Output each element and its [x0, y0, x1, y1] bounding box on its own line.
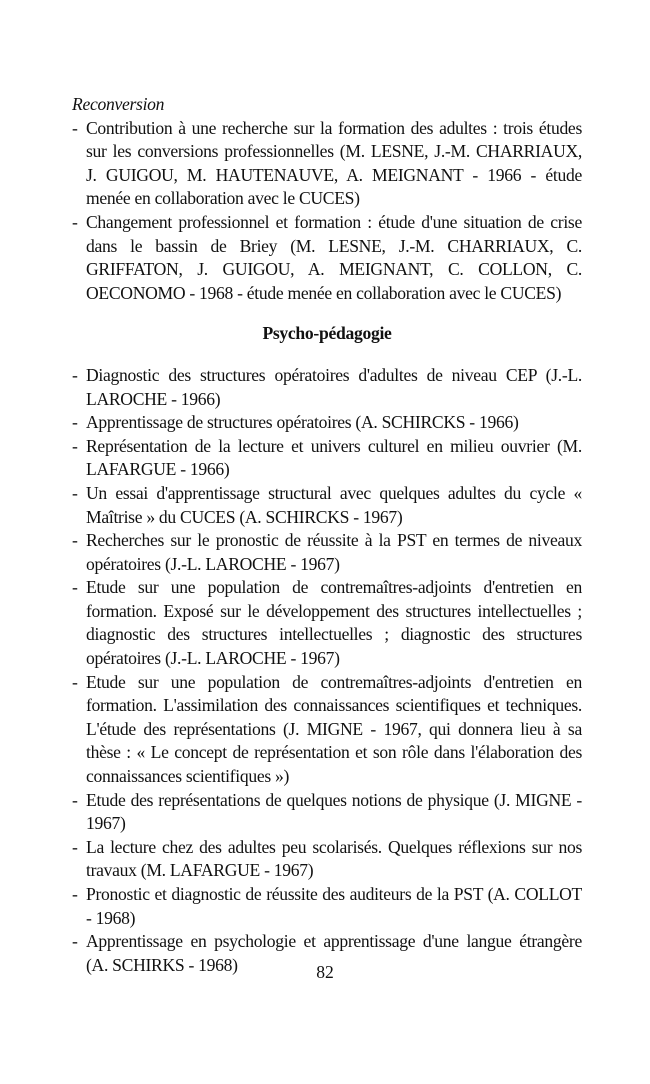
page-number: 82 — [316, 962, 334, 982]
list-item: - Recherches sur le pronostic de réussite à la PST en termes de niveaux opératoires (J.-L. LAROCHE - 1967) — [72, 529, 582, 576]
list-item: - Apprentissage en psychologie et apprentissage d'une langue étrangère (A. SCHIRKS - 1968) — [72, 930, 582, 977]
psycho-pedagogie-list — [72, 364, 582, 977]
list-item: - Apprentissage de structures opératoires (A. SCHIRCKS - 1966) — [72, 411, 582, 435]
reconversion-list — [72, 117, 582, 306]
list-item: - Contribution à une recherche sur la formation des adultes : trois études sur les conversions professionnelles (M. LESNE, J.-M. CHARRIAUX, J. GUIGOU, M. HAUTENAUVE, A. MEIGNANT - 1966 - étude menée en collaboration avec le CUCES) — [72, 117, 582, 211]
list-item: - Etude sur une population de contremaîtres-adjoints d'entretien en formation. Exposé sur le développement des structures intellectuelles ; diagnostic des structures intellectuelles ; diagnostic des structures opératoires (J.-L. LAROCHE - 1967) — [72, 576, 582, 670]
section-title-psycho-pedagogie: Psycho-pédagogie — [262, 323, 392, 344]
list-item: - Représentation de la lecture et univers culturel en milieu ouvrier (M. LAFARGUE - 1966) — [72, 435, 582, 482]
page-content — [72, 93, 582, 977]
list-item: - Un essai d'apprentissage structural avec quelques adultes du cycle « Maîtrise » du CUCES (A. SCHIRCKS - 1967) — [72, 482, 582, 529]
list-item: - Etude des représentations de quelques notions de physique (J. MIGNE - 1967) — [72, 789, 582, 836]
list-item: - Pronostic et diagnostic de réussite des auditeurs de la PST (A. COLLOT - 1968) — [72, 883, 582, 930]
list-item: - Diagnostic des structures opératoires d'adultes de niveau CEP (J.-L. LAROCHE - 1966) — [72, 364, 582, 411]
list-item: - La lecture chez des adultes peu scolarisés. Quelques réflexions sur nos travaux (M. LAFARGUE - 1967) — [72, 836, 582, 883]
list-item: - Changement professionnel et formation : étude d'une situation de crise dans le bassin de Briey (M. LESNE, J.-M. CHARRIAUX, C. GRIFFATON, J. GUIGOU, A. MEIGNANT, C. COLLON, C. OECONOMO - 1968 - étude menée en collaboration avec le CUCES) — [72, 211, 582, 305]
section-title-reconversion: Reconversion — [72, 94, 165, 114]
list-item: - Etude sur une population de contremaîtres-adjoints d'entretien en formation. L'assimilation des connaissances scientifiques et techniques. L'étude des représentations (J. MIGNE - 1967, qui donnera lieu à sa thèse : « Le concept de représentation et son rôle dans l'élaboration des connaissances scientifiques ») — [72, 671, 582, 789]
